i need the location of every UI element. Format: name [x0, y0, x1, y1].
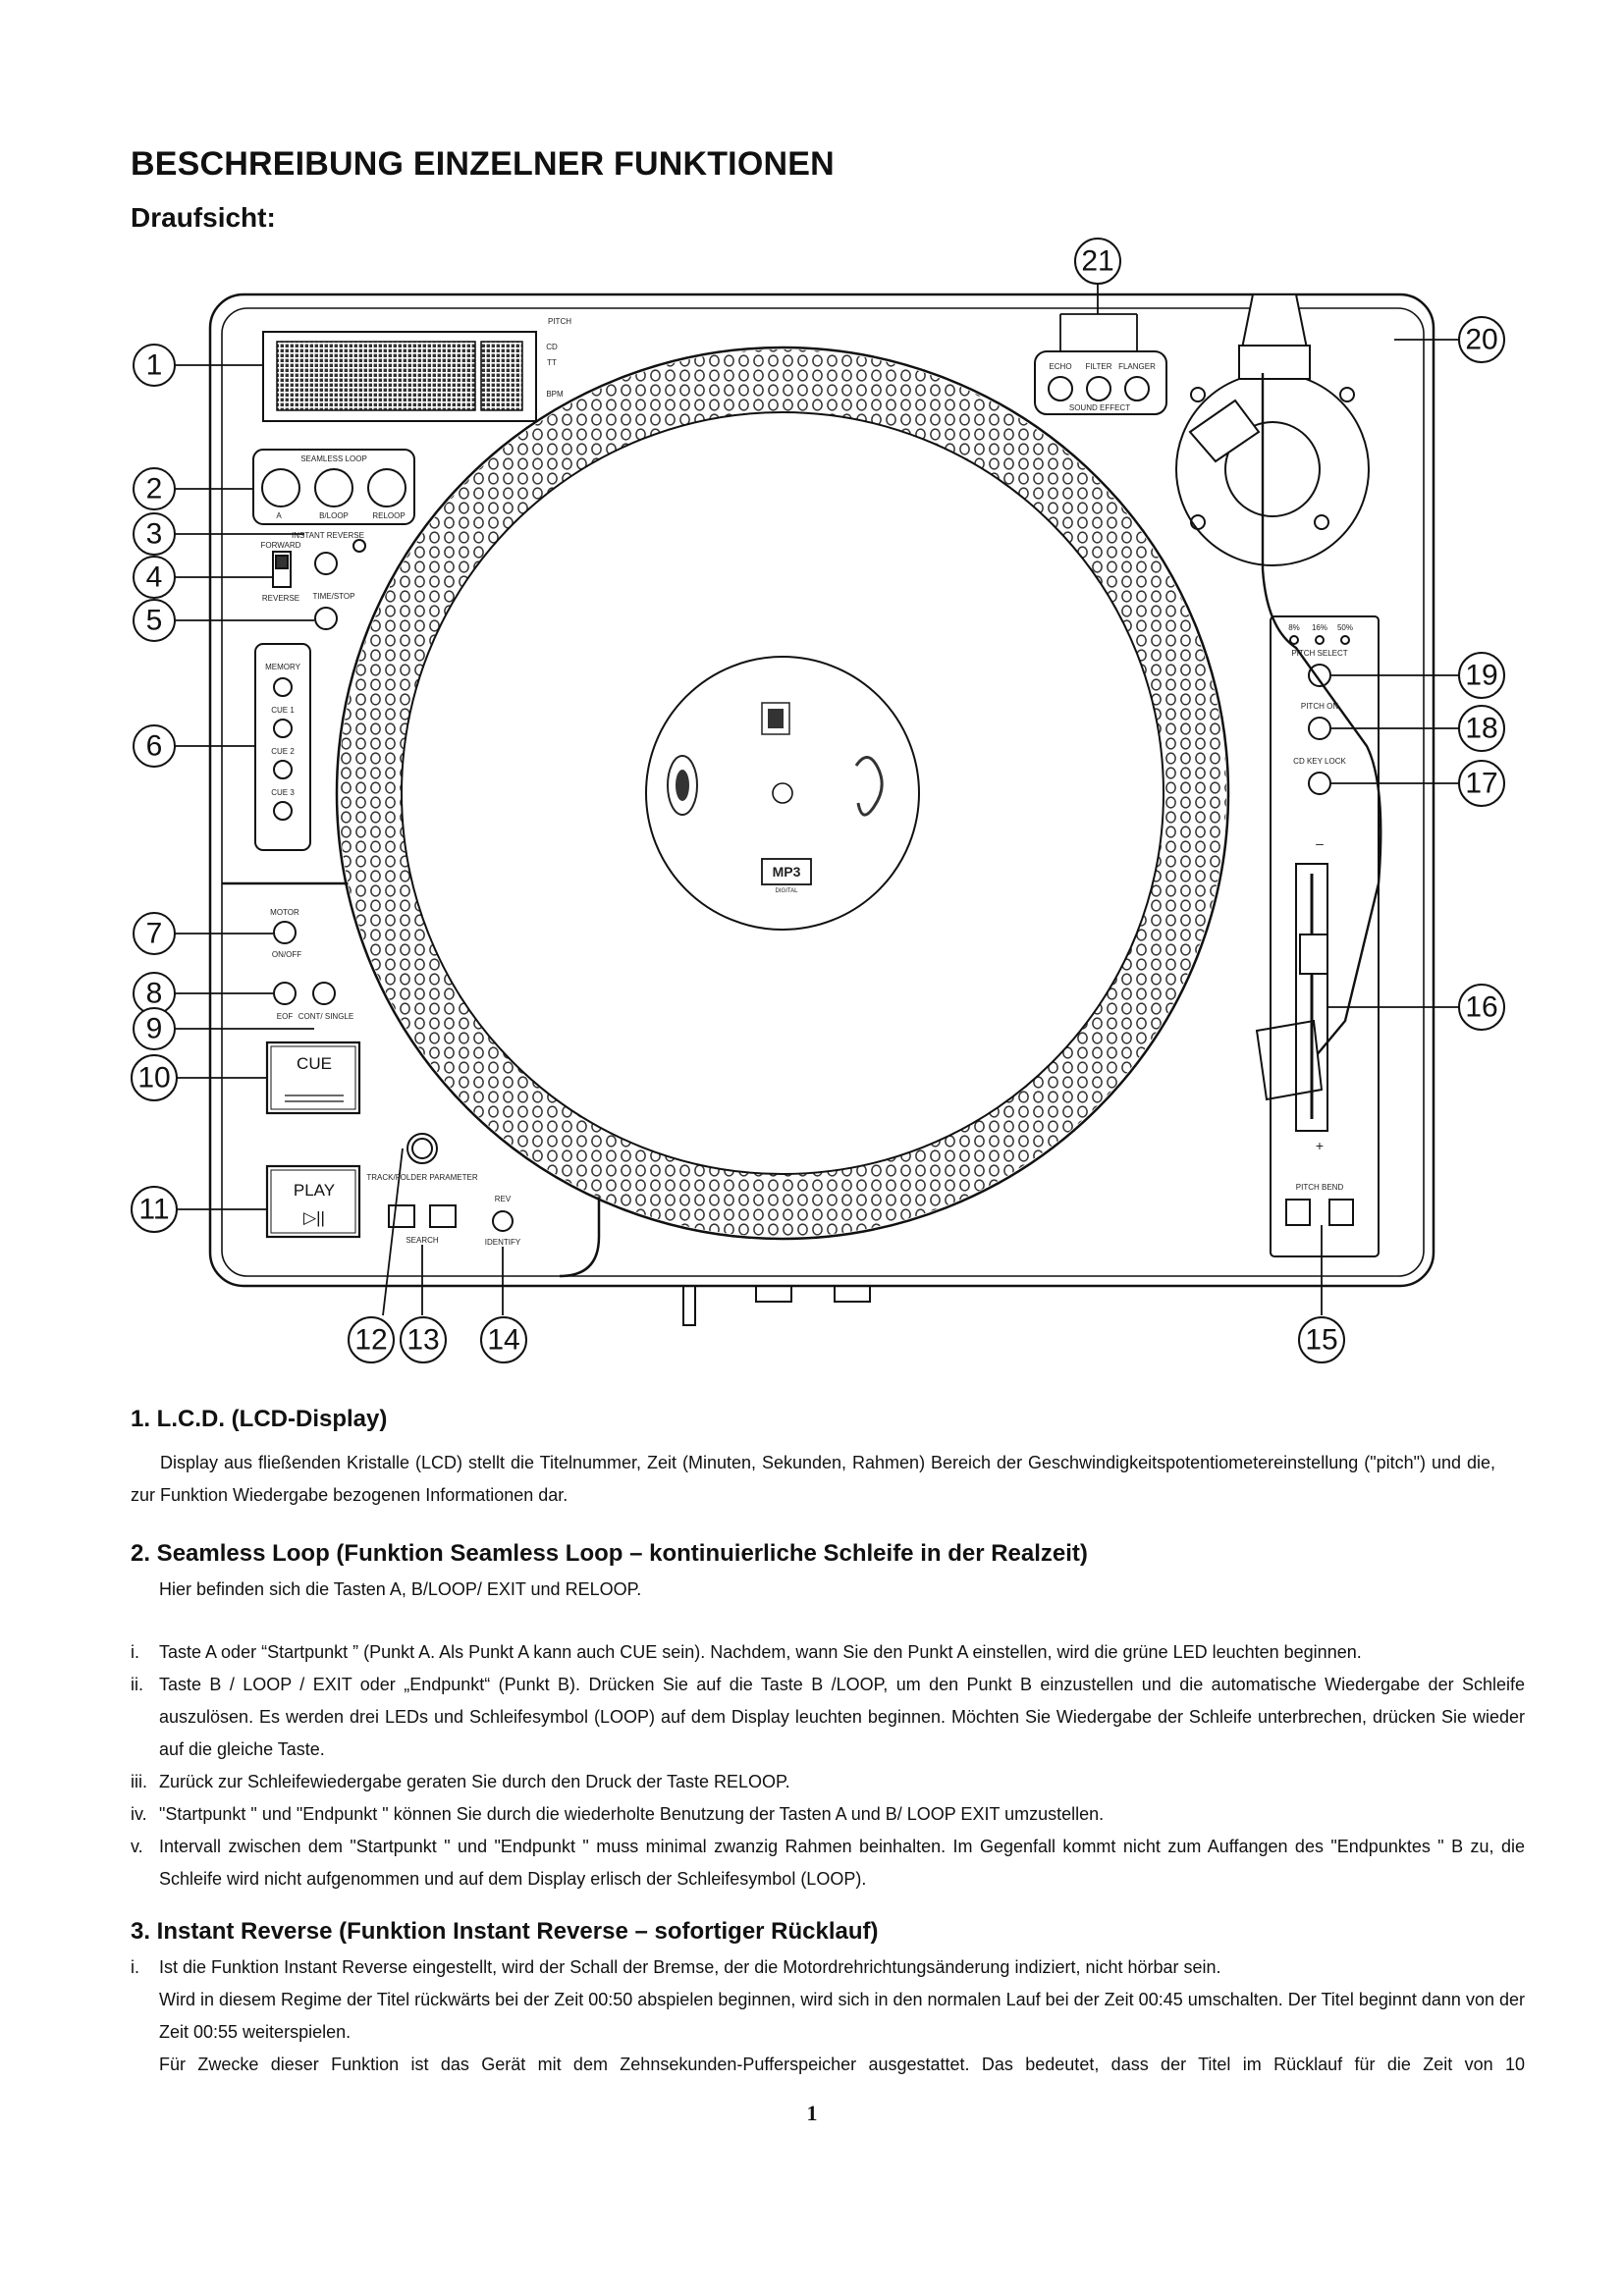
- page-subtitle: Draufsicht:: [131, 202, 276, 233]
- section-2-item-4: [131, 1798, 1525, 1831]
- echo-button[interactable]: [1049, 377, 1072, 400]
- section-3-item-1-text: Ist die Funktion Instant Reverse eingestellt, wird der Schall der Bremse, der die Motordrehrichtungsänderung indiziert, nicht hörbar sein.: [159, 1957, 1221, 1977]
- section-2-item-3: [131, 1766, 1525, 1798]
- section-3-item-1-marker: i.: [131, 1957, 139, 1977]
- instant-reverse-button[interactable]: [315, 553, 337, 574]
- loop-bloop-button[interactable]: [315, 469, 352, 507]
- instant-reverse-led: [353, 540, 365, 552]
- label-rev: REV: [494, 1195, 512, 1203]
- play-button-label: PLAY: [293, 1181, 336, 1200]
- callout-10: 10: [137, 1061, 171, 1095]
- section-2-item-5: [131, 1831, 1525, 1896]
- label-reloop: RELOOP: [372, 511, 406, 520]
- label-echo: ECHO: [1049, 362, 1072, 371]
- label-a: A: [276, 511, 282, 520]
- callout-18: 18: [1465, 712, 1498, 745]
- rev-identify-button[interactable]: [493, 1211, 513, 1231]
- callout-13: 13: [406, 1323, 440, 1357]
- callout-17: 17: [1465, 767, 1498, 800]
- label-sound-effect: SOUND EFFECT: [1068, 403, 1131, 412]
- label-filter: FILTER: [1085, 362, 1112, 371]
- callout-2: 2: [145, 472, 163, 506]
- callout-15: 15: [1305, 1323, 1338, 1357]
- section-2-item-2-marker: ii.: [131, 1675, 143, 1694]
- label-pitch-50: 50%: [1336, 623, 1354, 632]
- cue-button[interactable]: [267, 1042, 359, 1113]
- filter-button[interactable]: [1087, 377, 1110, 400]
- callout-12: 12: [354, 1323, 388, 1357]
- pitch-slider-handle[interactable]: [1300, 934, 1327, 974]
- page-number: 1: [806, 2101, 818, 2125]
- label-cue2: CUE 2: [271, 747, 295, 756]
- section-1-body: Display aus fließenden Kristalle (LCD) stellt die Titelnummer, Zeit (Minuten, Sekunden, Rahmen) Bereich der Geschwindigkeitspotentiometereinstellung ("pitch") und die, zur Funktion Wiedergabe bezogenen Informationen dar.: [131, 1453, 1495, 1505]
- label-cue1: CUE 1: [271, 706, 295, 715]
- callout-20: 20: [1465, 323, 1498, 356]
- label-cd-key-lock: CD KEY LOCK: [1293, 757, 1346, 766]
- section-2-item-3-text: Zurück zur Schleifewiedergabe geraten Sie durch den Druck der Taste RELOOP.: [159, 1772, 790, 1791]
- mp3-logo: MP3: [772, 864, 801, 880]
- cue2-button[interactable]: [274, 761, 292, 778]
- section-3-continuation-2: Für Zwecke dieser Funktion ist das Gerät mit dem Zehnsekunden-Pufferspeicher ausgestattet. Das bedeutet, dass der Titel im Rücklauf für die Zeit von 10: [159, 2055, 1525, 2074]
- motor-button[interactable]: [274, 922, 296, 943]
- label-pitch-16: 16%: [1311, 623, 1328, 632]
- cont-single-button[interactable]: [313, 983, 335, 1004]
- section-2-item-5-text: Intervall zwischen dem "Startpunkt " und "Endpunkt " muss minimal zwanzig Rahmen beinhalten. Im Gegenfall kommt nicht zum Auffangen des "Endpunktes " B zu, die Schleife wird nicht aufgenommen und auf dem Display erlisch der Schleifesymbol (LOOP).: [159, 1837, 1525, 1889]
- section-2-item-2: [131, 1669, 1525, 1766]
- pitch-on-button[interactable]: [1309, 718, 1330, 739]
- label-pitch-on: PITCH ON: [1300, 702, 1339, 711]
- label-pitch-plus: +: [1315, 1138, 1325, 1153]
- section-2-intro: Hier befinden sich die Tasten A, B/LOOP/ EXIT und RELOOP.: [159, 1579, 642, 1599]
- label-forward: FORWARD: [260, 541, 301, 550]
- label-instant-reverse: INSTANT REVERSE: [292, 531, 364, 540]
- page-title: BESCHREIBUNG EINZELNER FUNKTIONEN: [131, 145, 835, 183]
- cue-button-label: CUE: [297, 1054, 332, 1073]
- label-flanger: FLANGER: [1118, 362, 1156, 371]
- callout-11: 11: [138, 1193, 170, 1226]
- loop-a-button[interactable]: [262, 469, 299, 507]
- section-2-item-1-text: Taste A oder “Startpunkt ” (Punkt A. Als Punkt A kann auch CUE sein). Nachdem, wann Sie den Punkt A einstellen, wird die grüne LED leuchten beginnen.: [159, 1642, 1362, 1662]
- reloop-button[interactable]: [368, 469, 406, 507]
- label-eof: EOF: [276, 1012, 294, 1021]
- pitch-panel: [1271, 616, 1379, 1256]
- label-pitch-minus: –: [1316, 835, 1324, 851]
- label-cue3: CUE 3: [271, 788, 295, 797]
- callout-5: 5: [145, 604, 163, 637]
- memory-button[interactable]: [274, 678, 292, 696]
- rear-connectors: [683, 1286, 870, 1325]
- label-bloop: B/LOOP: [319, 511, 349, 520]
- callout-7: 7: [145, 917, 163, 950]
- label-seamless-loop: SEAMLESS LOOP: [300, 454, 367, 463]
- section-3-heading: 3. Instant Reverse (Funktion Instant Reverse – sofortiger Rücklauf): [131, 1918, 879, 1945]
- mp3-digital-label: DIGITAL: [775, 888, 798, 894]
- section-2-item-5-marker: v.: [131, 1837, 143, 1856]
- motor-controls: [271, 922, 335, 1004]
- callout-9: 9: [145, 1012, 163, 1045]
- callout-4: 4: [145, 561, 163, 594]
- label-pitch-select: PITCH SELECT: [1291, 649, 1348, 658]
- callout-1: 1: [145, 348, 163, 382]
- label-pitch-8: 8%: [1288, 623, 1300, 632]
- eof-button[interactable]: [274, 983, 296, 1004]
- lcd-label-cd: CD: [546, 343, 558, 351]
- play-pause-icon: ▷||: [303, 1208, 325, 1227]
- cue3-button[interactable]: [274, 802, 292, 820]
- lcd-label-pitch: PITCH: [548, 317, 571, 326]
- section-1-heading: 1. L.C.D. (LCD-Display): [131, 1406, 388, 1432]
- callout-6: 6: [145, 729, 163, 763]
- callout-8: 8: [145, 977, 163, 1010]
- label-identify: IDENTIFY: [484, 1238, 521, 1247]
- label-cont-single: CONT/ SINGLE: [298, 1012, 354, 1021]
- time-stop-button[interactable]: [315, 608, 337, 629]
- label-on-off: ON/OFF: [271, 950, 302, 959]
- label-search: SEARCH: [406, 1236, 439, 1245]
- callout-19: 19: [1465, 659, 1498, 692]
- callout-3: 3: [145, 517, 163, 551]
- callout-16: 16: [1465, 990, 1498, 1024]
- reverse-controls: [273, 540, 365, 629]
- lcd-label-tt: TT: [547, 358, 557, 367]
- track-search-controls: [389, 1134, 513, 1231]
- section-2-item-1: [131, 1636, 1525, 1669]
- section-3-continuation-1: Wird in diesem Regime der Titel rückwärts bei der Zeit 00:50 abspielen beginnen, wird sich in den normalen Lauf bei der Zeit 00:45 umschalten. Der Titel beginnt dann von der Zeit 00:55 weiterspielen.: [159, 1990, 1525, 2042]
- flanger-button[interactable]: [1125, 377, 1149, 400]
- pitch-bend-minus-button[interactable]: [1286, 1200, 1310, 1225]
- section-2-item-4-text: "Startpunkt " und "Endpunkt " können Sie durch die wiederholte Benutzung der Tasten A und B/ LOOP EXIT umzustellen.: [159, 1804, 1105, 1824]
- search-forward-button[interactable]: [430, 1205, 456, 1227]
- cd-key-lock-button[interactable]: [1309, 773, 1330, 794]
- lcd-display: [263, 317, 571, 421]
- label-track-folder: TRACK/FOLDER PARAMETER: [366, 1173, 478, 1182]
- label-time-stop: TIME/STOP: [312, 592, 355, 601]
- search-back-button[interactable]: [389, 1205, 414, 1227]
- pitch-bend-plus-button[interactable]: [1329, 1200, 1353, 1225]
- label-motor: MOTOR: [270, 908, 299, 917]
- label-memory: MEMORY: [265, 663, 300, 671]
- label-reverse: REVERSE: [261, 594, 300, 603]
- section-3-item-1: [131, 1951, 1525, 1984]
- cue1-button[interactable]: [274, 720, 292, 737]
- pitch-select-button[interactable]: [1309, 665, 1330, 686]
- platter[interactable]: [337, 347, 1228, 1239]
- callout-21: 21: [1081, 244, 1114, 278]
- label-pitch-bend: PITCH BEND: [1295, 1183, 1344, 1192]
- section-2-item-1-marker: i.: [131, 1642, 139, 1662]
- section-2-item-4-marker: iv.: [131, 1804, 147, 1824]
- section-2-heading: 2. Seamless Loop (Funktion Seamless Loop – kontinuierliche Schleife in der Realzeit): [131, 1540, 1088, 1567]
- lcd-label-bpm: BPM: [546, 390, 564, 399]
- section-2-item-2-text: Taste B / LOOP / EXIT oder „Endpunkt“ (Punkt B). Drücken Sie auf die Taste B /LOOP, um den Punkt B einzustellen und die automatische Wiedergabe der Schleife auszulösen. Es werden drei LEDs und Schleifesymbol (LOOP) auf dem Display leuchten beginnen. Möchten Sie Wiedergabe der Schleife unterbrechen, drücken Sie wieder auf die gleiche Taste.: [159, 1675, 1525, 1759]
- section-2-item-3-marker: iii.: [131, 1772, 147, 1791]
- callout-14: 14: [487, 1323, 520, 1357]
